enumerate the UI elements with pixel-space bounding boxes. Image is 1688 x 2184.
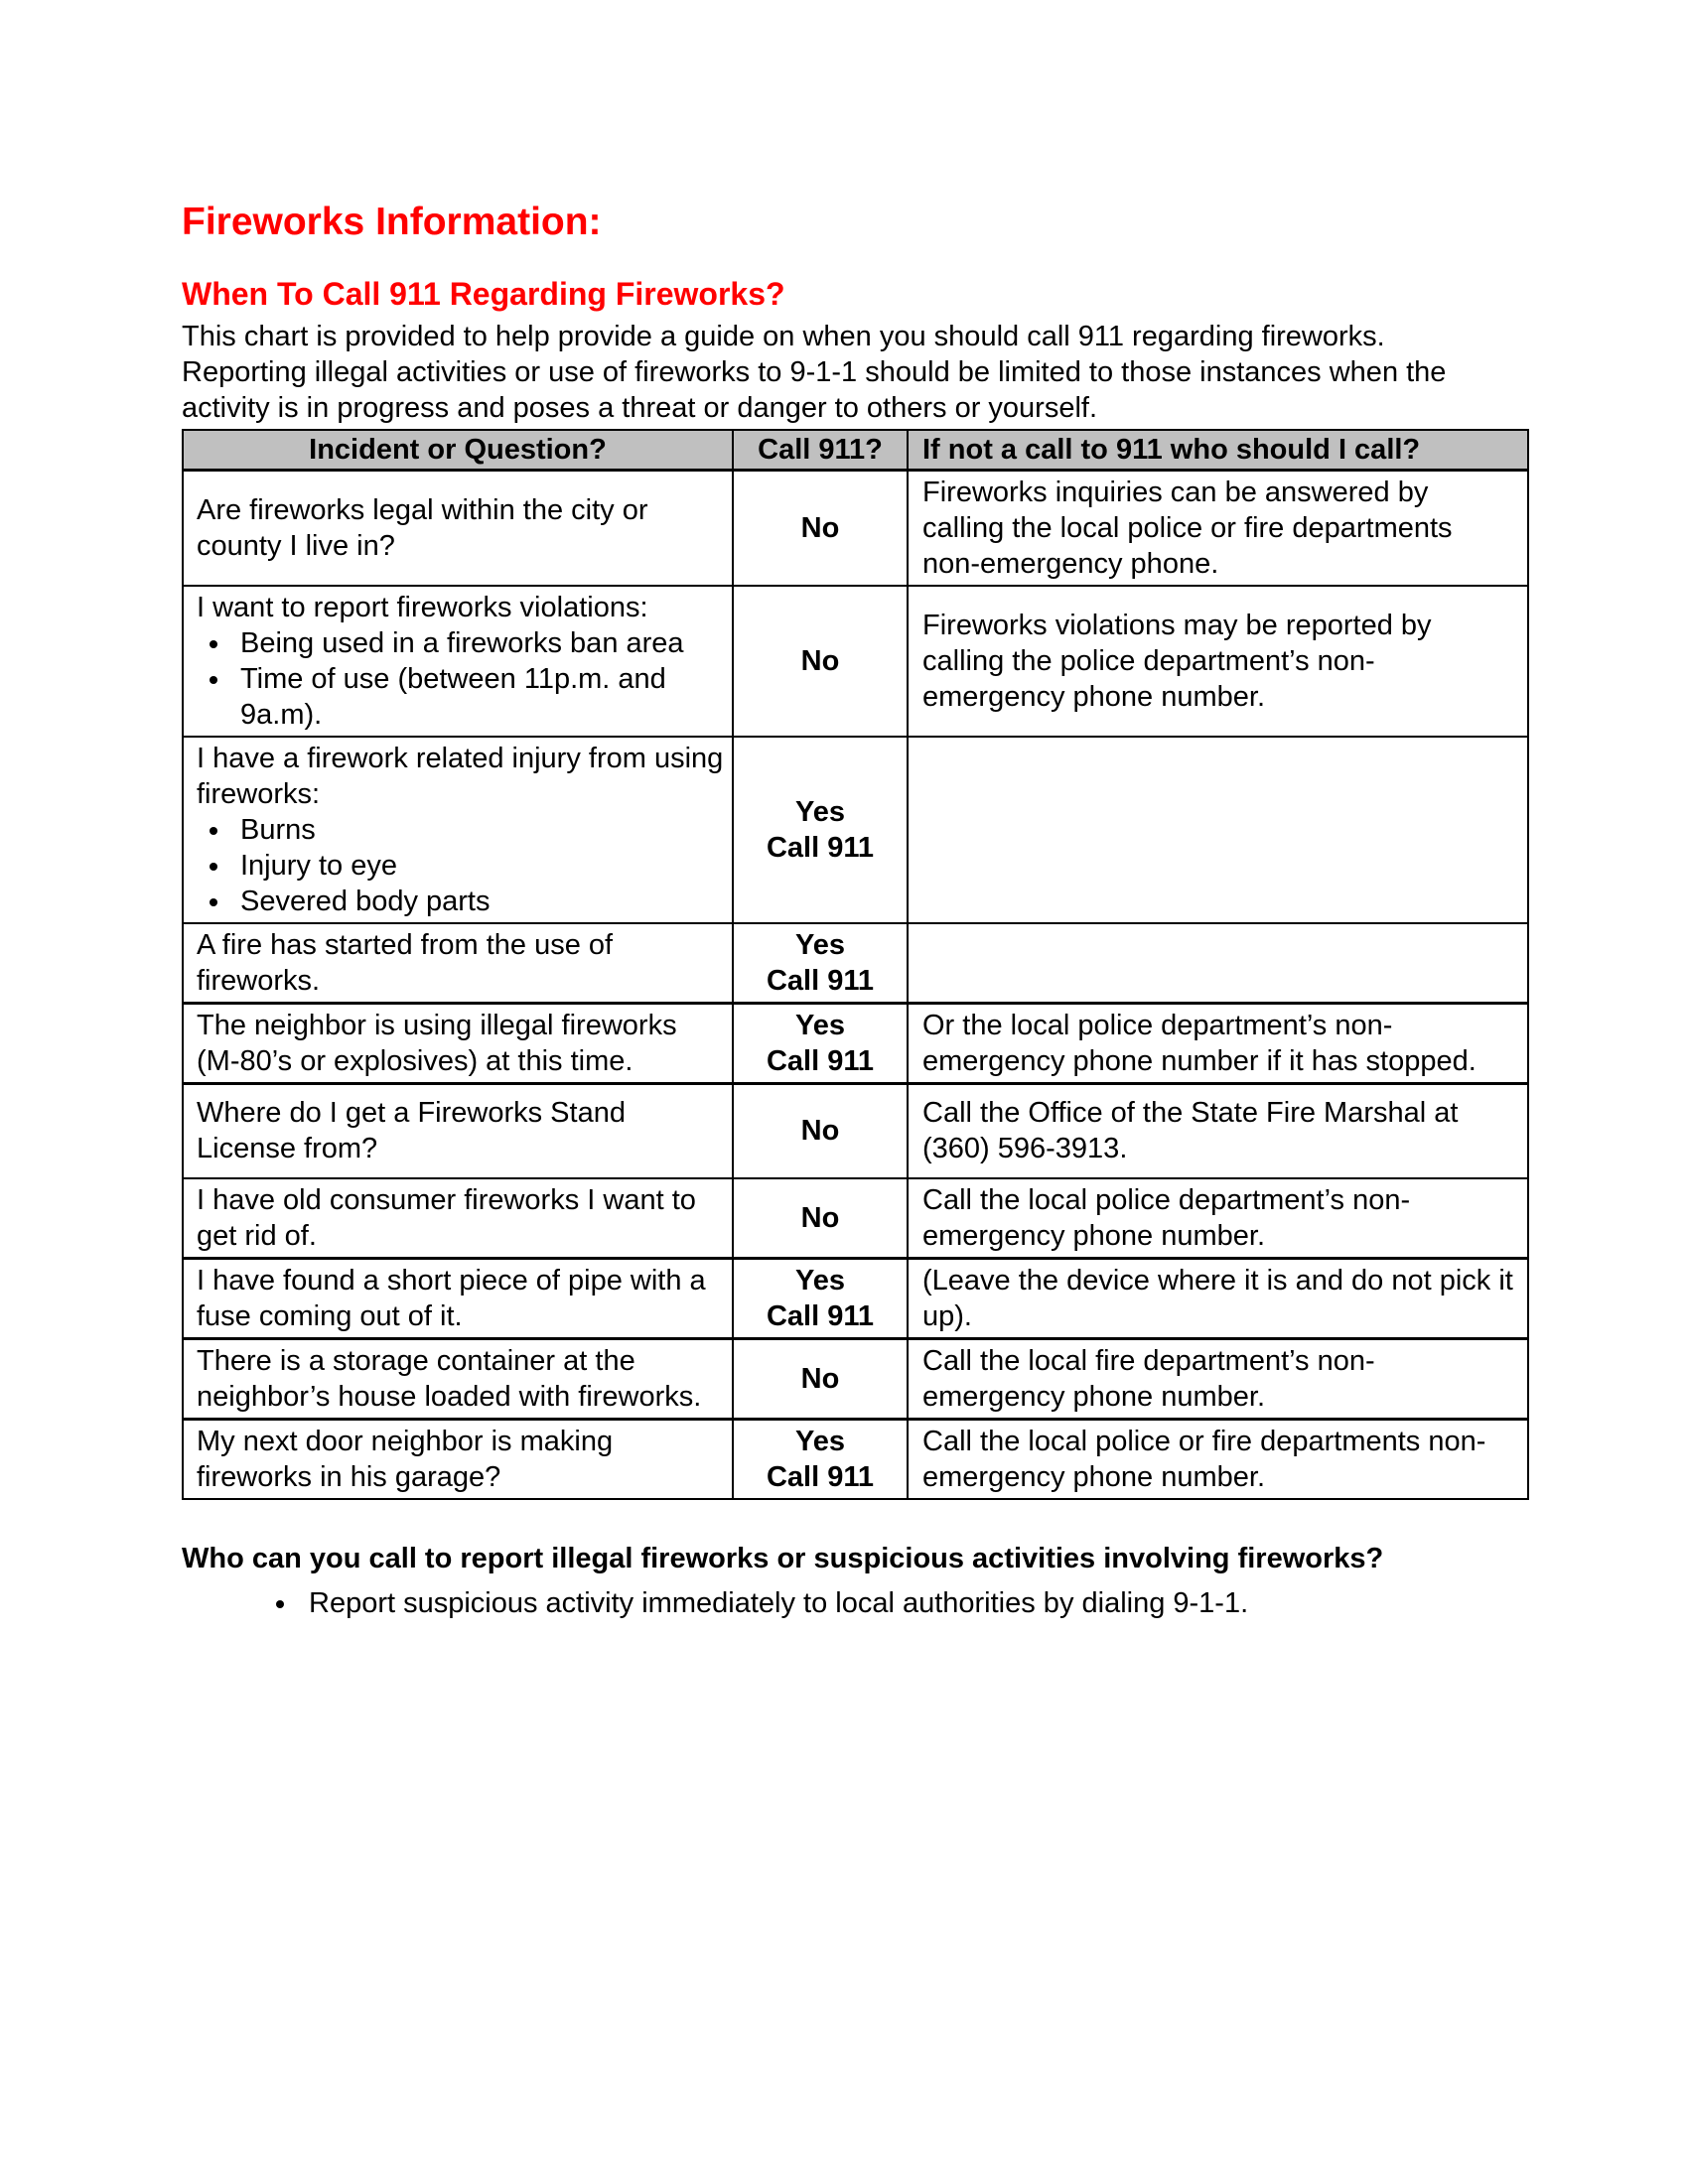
call-911-value: Call 911 bbox=[766, 965, 875, 997]
table-row bbox=[183, 1419, 1528, 1499]
question-cell: The neighbor is using illegal fireworks (M-80’s or explosives) at this time. bbox=[183, 1004, 733, 1084]
answer-cell: Fireworks violations may be reported by calling the police department’s non-emergency phone number. bbox=[908, 586, 1528, 737]
table-row bbox=[183, 471, 1528, 587]
column-header-incident: Incident or Question? bbox=[183, 430, 733, 471]
question-cell bbox=[183, 737, 733, 923]
answer-cell: Call the Office of the State Fire Marshal at (360) 596-3913. bbox=[908, 1084, 1528, 1178]
question-cell: My next door neighbor is making fireworks in his garage? bbox=[183, 1419, 733, 1499]
call-911-value: Yes bbox=[795, 1425, 845, 1457]
question-bullet-list bbox=[197, 625, 724, 733]
call-911-value: Yes bbox=[795, 929, 845, 961]
section-heading: When To Call 911 Regarding Fireworks? bbox=[182, 276, 785, 312]
answer-cell: Call the local police or fire departments non-emergency phone number. bbox=[908, 1419, 1528, 1499]
footer-question: Who can you call to report illegal fireworks or suspicious activities involving fireworks? bbox=[182, 1542, 1384, 1574]
question-cell: A fire has started from the use of fireworks. bbox=[183, 923, 733, 1004]
question-intro: I have a firework related injury from using fireworks: bbox=[197, 743, 724, 810]
page-title: Fireworks Information: bbox=[182, 201, 602, 243]
table-row bbox=[183, 1258, 1528, 1338]
call-911-value: Call 911 bbox=[766, 1045, 875, 1077]
table-row bbox=[183, 1338, 1528, 1419]
table-row bbox=[183, 1084, 1528, 1178]
call-911-value: No bbox=[800, 645, 840, 677]
footer-bullet-list bbox=[182, 1585, 1529, 1621]
answer-cell: Or the local police department’s non-emergency phone number if it has stopped. bbox=[908, 1004, 1528, 1084]
question-cell: I have found a short piece of pipe with a fuse coming out of it. bbox=[183, 1258, 733, 1338]
call-911-value: No bbox=[800, 1115, 840, 1148]
table-row bbox=[183, 1004, 1528, 1084]
column-header-who-to-call: If not a call to 911 who should I call? bbox=[908, 430, 1528, 471]
call-911-cell bbox=[733, 1084, 908, 1178]
question-bullet: • Being used in a fireworks ban area bbox=[232, 625, 724, 661]
call-911-value: Call 911 bbox=[766, 1299, 875, 1332]
question-cell: Where do I get a Fireworks Stand License from? bbox=[183, 1084, 733, 1178]
call-911-cell bbox=[733, 1258, 908, 1338]
table-row bbox=[183, 586, 1528, 737]
footer-bullet: • Report suspicious activity immediately to local authorities by dialing 9-1-1. bbox=[299, 1585, 1529, 1621]
footer-section bbox=[182, 1541, 1529, 1621]
intro-line: Reporting illegal activities or use of fireworks to 9-1-1 should be limited to those instances when the bbox=[182, 356, 1447, 388]
intro-line: activity is in progress and poses a threat or danger to others or yourself. bbox=[182, 392, 1098, 424]
answer-cell: Fireworks inquiries can be answered by calling the local police or fire departments non-emergency phone. bbox=[908, 471, 1528, 587]
answer-cell bbox=[908, 737, 1528, 923]
table-row bbox=[183, 923, 1528, 1004]
call-911-value: Yes bbox=[795, 796, 845, 828]
question-bullet: • Time of use (between 11p.m. and 9a.m). bbox=[232, 661, 724, 733]
call-911-cell bbox=[733, 1178, 908, 1259]
call-911-cell bbox=[733, 586, 908, 737]
intro-paragraph bbox=[182, 319, 1529, 426]
call-911-value: Yes bbox=[795, 1010, 845, 1041]
column-header-call911: Call 911? bbox=[733, 430, 908, 471]
question-cell: Are fireworks legal within the city or county I live in? bbox=[183, 471, 733, 587]
call-911-value: No bbox=[800, 1201, 840, 1234]
call-911-value: Yes bbox=[795, 1264, 845, 1297]
call-911-cell bbox=[733, 1004, 908, 1084]
call-911-table bbox=[182, 429, 1529, 1500]
call-911-value: No bbox=[800, 1362, 840, 1395]
table-row bbox=[183, 737, 1528, 923]
call-911-cell bbox=[733, 471, 908, 587]
answer-cell bbox=[908, 923, 1528, 1004]
call-911-cell bbox=[733, 923, 908, 1004]
question-bullet-list bbox=[197, 812, 724, 919]
answer-cell: (Leave the device where it is and do not pick it up). bbox=[908, 1258, 1528, 1338]
call-911-cell bbox=[733, 737, 908, 923]
table-row bbox=[183, 1178, 1528, 1259]
table-header-row bbox=[183, 430, 1528, 471]
intro-line: This chart is provided to help provide a guide on when you should call 911 regarding fireworks. bbox=[182, 321, 1385, 352]
question-bullet: • Burns bbox=[232, 812, 724, 848]
answer-cell: Call the local fire department’s non-emergency phone number. bbox=[908, 1338, 1528, 1419]
call-911-value: Call 911 bbox=[766, 832, 875, 864]
question-bullet: • Injury to eye bbox=[232, 848, 724, 884]
question-cell bbox=[183, 586, 733, 737]
question-intro: I want to report fireworks violations: bbox=[197, 592, 648, 623]
question-bullet: • Severed body parts bbox=[232, 884, 724, 919]
call-911-cell bbox=[733, 1338, 908, 1419]
answer-cell: Call the local police department’s non-emergency phone number. bbox=[908, 1178, 1528, 1259]
question-cell: There is a storage container at the neighbor’s house loaded with fireworks. bbox=[183, 1338, 733, 1419]
call-911-value: Call 911 bbox=[766, 1460, 875, 1493]
call-911-value: No bbox=[800, 512, 840, 544]
call-911-cell bbox=[733, 1419, 908, 1499]
question-cell: I have old consumer fireworks I want to get rid of. bbox=[183, 1178, 733, 1259]
